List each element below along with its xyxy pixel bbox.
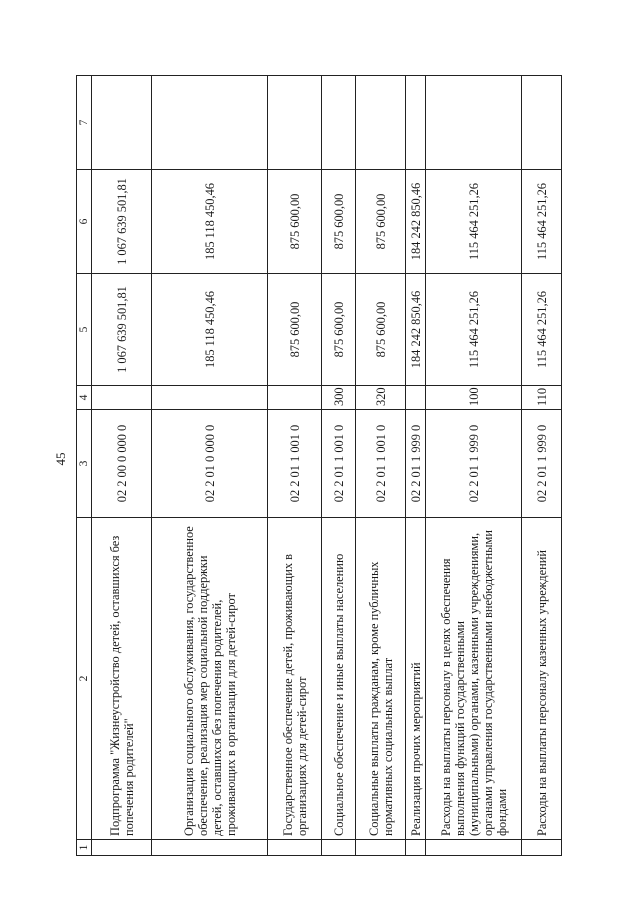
row-amount-7 (426, 76, 522, 170)
row-kvr: 110 (522, 386, 562, 410)
row-amount-6: 875 600,00 (268, 170, 322, 274)
row-amount-7 (92, 76, 152, 170)
table-row (92, 76, 152, 856)
row-code: 02 2 01 1 001 0 (322, 410, 356, 518)
row-index-cell (356, 840, 406, 856)
table-row (356, 76, 406, 856)
row-name: Подпрограмма "Жизнеустройство детей, оставшихся без попечения родителей" (92, 518, 152, 840)
row-name: Социальное обеспечение и иные выплаты населению (322, 518, 356, 840)
column-header: 7 (77, 76, 92, 170)
row-amount-5: 1 067 639 501,81 (92, 274, 152, 386)
row-code: 02 2 01 1 001 0 (268, 410, 322, 518)
row-amount-6: 115 464 251,26 (426, 170, 522, 274)
row-amount-7 (152, 76, 268, 170)
row-amount-5: 115 464 251,26 (426, 274, 522, 386)
row-code: 02 2 01 1 999 0 (406, 410, 426, 518)
column-header: 4 (77, 386, 92, 410)
row-index-cell (268, 840, 322, 856)
row-kvr (92, 386, 152, 410)
row-amount-7 (268, 76, 322, 170)
row-amount-6: 875 600,00 (356, 170, 406, 274)
page-number: 45 (53, 452, 68, 466)
table-row (406, 76, 426, 856)
row-amount-7 (322, 76, 356, 170)
row-amount-7 (406, 76, 426, 170)
row-kvr (152, 386, 268, 410)
row-code: 02 2 01 1 999 0 (522, 410, 562, 518)
row-kvr: 320 (356, 386, 406, 410)
row-code: 02 2 01 1 999 0 (426, 410, 522, 518)
row-amount-6: 1 067 639 501,81 (92, 170, 152, 274)
row-name: Государственное обеспечение детей, проживающих в организациях для детей-сирот (268, 518, 322, 840)
row-amount-5: 115 464 251,26 (522, 274, 562, 386)
table-row (322, 76, 356, 856)
row-amount-6: 184 242 850,46 (406, 170, 426, 274)
row-index-cell (92, 840, 152, 856)
row-name: Расходы на выплаты персоналу в целях обеспечения выполнения функций государственными (муниципальными) органами, казенными учреждениями, органами управления государственными внебюджетными фондами (426, 518, 522, 840)
rotated-table-wrapper (76, 76, 562, 856)
row-index-cell (426, 840, 522, 856)
row-index-cell (522, 840, 562, 856)
row-amount-5: 875 600,00 (268, 274, 322, 386)
row-index-cell (322, 840, 356, 856)
row-amount-5: 875 600,00 (356, 274, 406, 386)
row-index-cell (406, 840, 426, 856)
row-kvr (406, 386, 426, 410)
row-amount-5: 875 600,00 (322, 274, 356, 386)
row-amount-5: 184 242 850,46 (406, 274, 426, 386)
row-amount-5: 185 118 450,46 (152, 274, 268, 386)
row-amount-6: 875 600,00 (322, 170, 356, 274)
row-code: 02 2 01 1 001 0 (356, 410, 406, 518)
row-name: Расходы на выплаты персоналу казенных учреждений (522, 518, 562, 840)
column-header: 6 (77, 170, 92, 274)
row-name: Реализация прочих мероприятий (406, 518, 426, 840)
row-amount-7 (356, 76, 406, 170)
column-header: 5 (77, 274, 92, 386)
row-name: Социальные выплаты гражданам, кроме публичных нормативных социальных выплат (356, 518, 406, 840)
table-header-row (77, 76, 92, 856)
table-row (426, 76, 522, 856)
column-header: 3 (77, 410, 92, 518)
table-row (268, 76, 322, 856)
row-kvr: 100 (426, 386, 522, 410)
row-amount-7 (522, 76, 562, 170)
row-kvr (268, 386, 322, 410)
row-name: Организация социального обслуживания, государственное обеспечение, реализация мер социальной поддержки детей, оставшихся без попечения родителей, проживающих в организации для детей-сирот (152, 518, 268, 840)
row-index-cell (152, 840, 268, 856)
budget-table (76, 75, 562, 856)
table-row (522, 76, 562, 856)
column-header: 2 (77, 518, 92, 840)
row-code: 02 2 00 0 000 0 (92, 410, 152, 518)
row-code: 02 2 01 0 000 0 (152, 410, 268, 518)
column-header: 1 (77, 840, 92, 856)
row-amount-6: 185 118 450,46 (152, 170, 268, 274)
row-kvr: 300 (322, 386, 356, 410)
table-row (152, 76, 268, 856)
row-amount-6: 115 464 251,26 (522, 170, 562, 274)
